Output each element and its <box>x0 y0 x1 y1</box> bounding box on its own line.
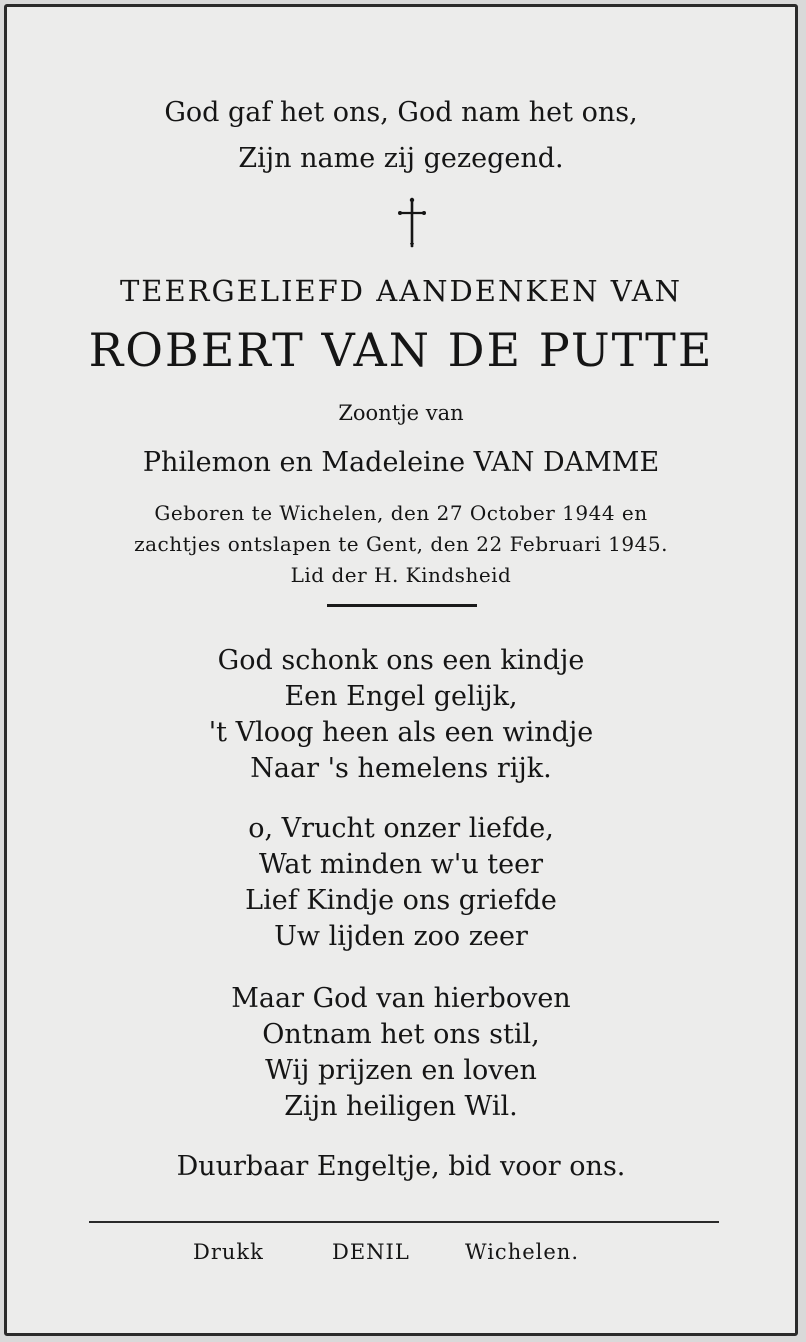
poem-line: Lief Kindje ons griefde <box>245 885 557 916</box>
printer-name: DENIL <box>332 1240 410 1264</box>
birth-line: Geboren te Wichelen, den 27 October 1944 en <box>154 501 648 525</box>
deceased-name: ROBERT VAN DE PUTTE <box>88 323 714 377</box>
cross-icon <box>397 197 427 249</box>
poem-line: Een Engel gelijk, <box>284 681 518 712</box>
relation-text: Zoontje van <box>338 401 464 425</box>
memorial-heading: TEERGELIEFD AANDENKEN VAN <box>119 274 683 308</box>
poem-line: Naar 's hemelens rijk. <box>250 753 552 784</box>
printer-label: Drukk <box>193 1240 264 1264</box>
printer-place: Wichelen. <box>465 1240 579 1264</box>
poem-line: Wij prijzen en loven <box>265 1055 537 1086</box>
death-line: zachtjes ontslapen te Gent, den 22 Februari 1945. <box>134 532 668 556</box>
poem-line: 't Vloog heen als een windje <box>208 717 594 748</box>
footer-rule <box>89 1221 719 1223</box>
memorial-card <box>4 4 798 1336</box>
poem-line: Maar God van hierboven <box>231 983 571 1014</box>
poem-line: Zijn heiligen Wil. <box>284 1091 518 1122</box>
poem-line: Wat minden w'u teer <box>258 849 543 880</box>
parents-names: Philemon en Madeleine VAN DAMME <box>142 447 660 478</box>
poem-line: Uw lijden zoo zeer <box>274 921 528 952</box>
membership-line: Lid der H. Kindsheid <box>290 563 512 587</box>
motto-line-2: Zijn name zij gezegend. <box>238 143 564 174</box>
closing-prayer: Duurbaar Engeltje, bid voor ons. <box>176 1151 626 1182</box>
poem-line: Ontnam het ons stil, <box>262 1019 540 1050</box>
divider <box>327 604 477 607</box>
poem-line: God schonk ons een kindje <box>217 645 585 676</box>
motto-line-1: God gaf het ons, God nam het ons, <box>164 97 638 128</box>
poem-line: o, Vrucht onzer liefde, <box>248 813 554 844</box>
